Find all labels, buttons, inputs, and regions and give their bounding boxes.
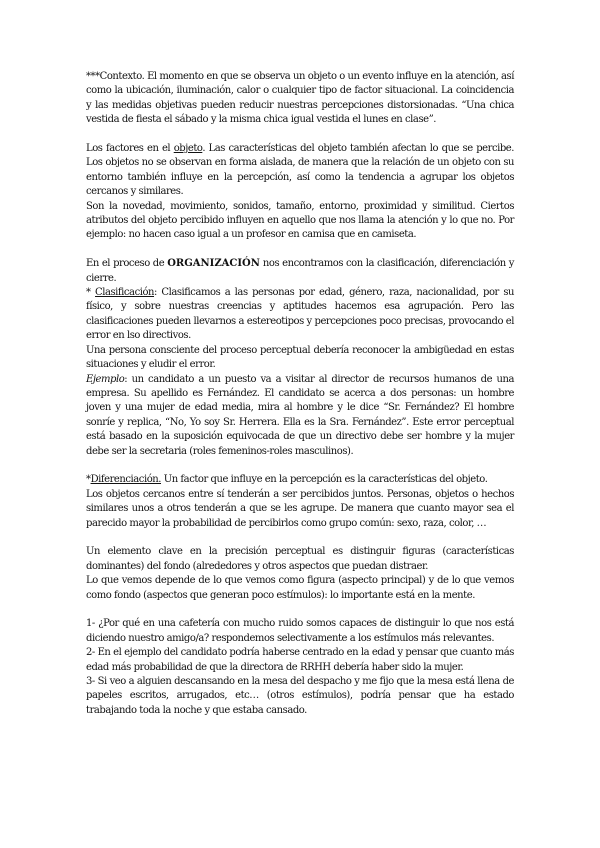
ejemplo-paragraph	[86, 373, 514, 459]
diferenciacion-paragraph	[86, 473, 514, 487]
organizacion-paragraph	[86, 257, 514, 286]
ejemplo-term: Ejemplo	[86, 373, 125, 385]
diferenciacion-prefix: *	[86, 474, 91, 486]
objeto-prefix: Los factores en el	[86, 143, 174, 155]
diferenciacion-term: Diferenciación.	[90, 474, 161, 486]
objeto-attributes-paragraph: Son la novedad, movimiento, sonidos, tamaño, entorno, proximidad y similitud. Ciertos atributos del objeto percibido influyen en aquello que nos llama la atención y lo que no. Por ejemplo: no hacen caso igual a un profesor en camisa que en camiseta.	[86, 200, 514, 241]
clasificacion-term: Clasificación	[95, 287, 155, 299]
clasificacion-prefix: *	[86, 287, 96, 299]
clasificacion-paragraph	[86, 286, 514, 344]
organizacion-term: ORGANIZACIÓN	[167, 258, 260, 270]
organizacion-text: nos encontramos con la clasificación, diferenciación y cierre.	[86, 258, 514, 284]
ejemplo-item-1: 1- ¿Por qué en una cafetería con mucho ruido somos capaces de distinguir lo que nos está diciendo nuestro amigo/a? respondemos selectivamente a los estímulos más relevantes.	[86, 618, 514, 644]
clasificacion-text: : Clasificamos a las personas por edad, género, raza, nacionalidad, por su físico, y sobre nuestras creencias y aptitudes hacemos esa agrupación. Pero las clasificaciones pueden llevarnos a estereotipos y percepciones poco precisas, provocando el error en lso directivos.	[86, 287, 514, 342]
organizacion-prefix: En el proceso de	[86, 258, 168, 270]
objeto-term: objeto	[173, 143, 203, 155]
objeto-text: . Las características del objeto también afectan lo que se percibe. Los objetos no se observan en forma aislada, de manera que la relación de un objeto con su entorno también influye en la percepción, así como la tendencia a agrupar los objetos cercanos y similares.	[86, 143, 514, 198]
diferenciacion-detail: Los objetos cercanos entre sí tenderán a ser percibidos juntos. Personas, objetos o hechos similares unos a otros tenderán a que se les agrupe. De manera que cuanto mayor sea el parecido mayor la probabilidad de percibirlos como grupo común: sexo, raza, color, …	[86, 488, 514, 529]
diferenciacion-text: Un factor que influye en la percepción es la características del objeto.	[161, 474, 488, 486]
contexto-paragraph: ***Contexto. El momento en que se observa un objeto o un evento influye en la atención, así como la ubicación, iluminación, calor o cualquier tipo de factor situacional. La coincidencia y las medidas objetivas pueden reducir nuestras percepciones distorsionadas. “Una chica vestida de fiesta el sábado y la misma chica igual vestida el lunes en clase”.	[86, 71, 514, 126]
ejemplo-item-2: 2- En el ejemplo del candidato podría haberse centrado en la edad y pensar que cuanto más edad más probabilidad de que la directora de RRHH debería haber sido la mujer.	[86, 647, 514, 673]
figura-fondo-detail: Lo que vemos depende de lo que vemos como figura (aspecto principal) y de lo que vemos como fondo (aspectos que generan poco estímulos): lo importante está en la mente.	[86, 575, 514, 601]
ejemplo-item-3: 3- Si veo a alguien descansando en la mesa del despacho y me fijo que la mesa está llena de papeles escritos, arrugados, etc… (otros estímulos), podría pensar que ha estado trabajando toda la noche y que estaba cansado.	[86, 675, 514, 716]
clasificacion-conclusion: Una persona consciente del proceso perceptual debería reconocer la ambigüedad en estas situaciones y eludir el error.	[86, 344, 514, 371]
objeto-paragraph	[86, 142, 514, 200]
figura-fondo-paragraph: Un elemento clave en la precisión perceptual es distinguir figuras (características dominantes) del fondo (alrededores y otros aspectos que puedan distraer.	[86, 546, 514, 572]
ejemplo-text: : un candidato a un puesto va a visitar al director de recursos humanos de una empresa. Su apellido es Fernández. El candidato se acerca a dos personas: un hombre joven y una mujer de edad media, mira al hombre y le dice “Sr. Fernández? El hombre sonríe y replica, “No, Yo soy Sr. Herrera. Ella es la Sra. Fernández”. Este error perceptual está basado en la suposición equivocada de que un directivo debe ser hombre y la mujer debe ser la secretaria (roles femeninos-roles masculinos).	[86, 373, 514, 457]
